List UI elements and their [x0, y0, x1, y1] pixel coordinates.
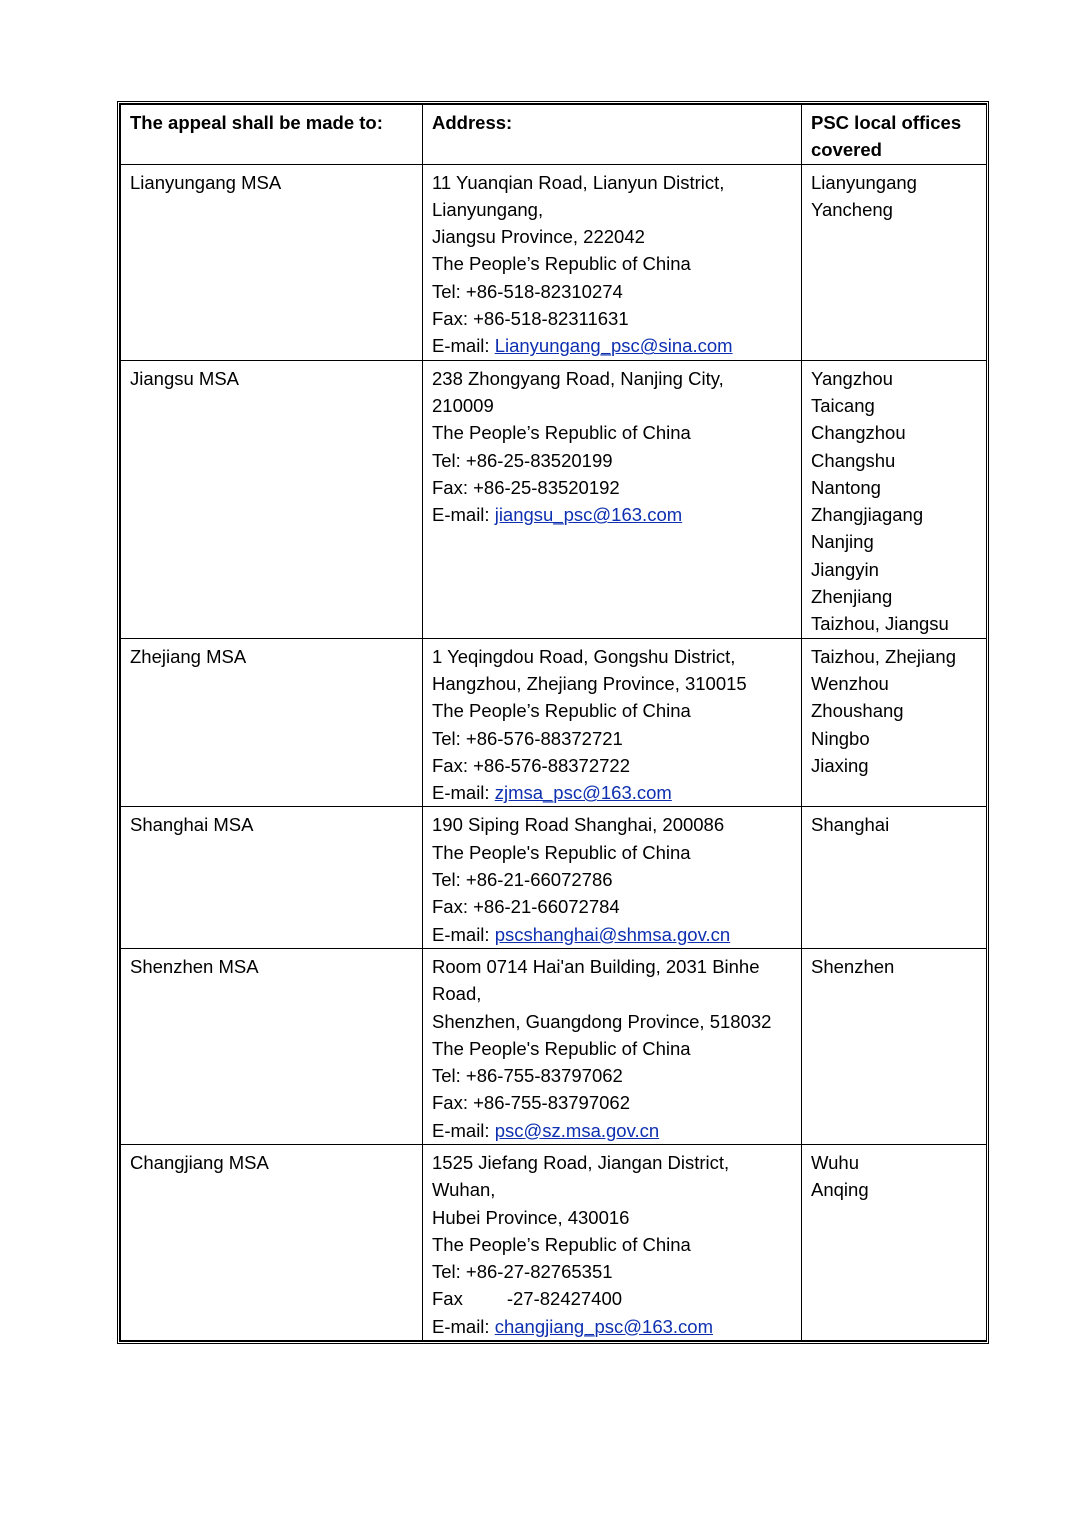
appeal-offices-table — [117, 101, 989, 1344]
covered-office: Wenzhou — [811, 672, 889, 694]
offices-covered — [802, 807, 987, 948]
email-link[interactable]: changjiang_psc@163.com — [494, 1315, 714, 1337]
office-name: Shenzhen MSA — [121, 948, 423, 1144]
office-address — [423, 164, 802, 360]
email-link[interactable]: psc@sz.msa.gov.cn — [494, 1119, 660, 1141]
address-line: Room 0714 Hai'an Building, 2031 Binhe — [432, 955, 760, 977]
address-line: The People's Republic of China — [432, 841, 691, 863]
covered-office: Yancheng — [811, 198, 893, 220]
email-line — [432, 1117, 793, 1144]
table-header-row — [121, 105, 987, 165]
email-line — [432, 779, 793, 806]
fax-line: Fax: +86-25-83520192 — [432, 476, 620, 498]
email-line — [432, 332, 793, 359]
header-offices-line1: PSC local offices — [811, 112, 962, 133]
covered-office: Changshu — [811, 449, 896, 471]
email-link[interactable]: pscshanghai@shmsa.gov.cn — [494, 923, 731, 945]
table-row — [121, 164, 987, 360]
tel-line: Tel: +86-576-88372721 — [432, 727, 623, 749]
address-line: Wuhan, — [432, 1179, 496, 1201]
office-address — [423, 807, 802, 948]
email-link[interactable]: zjmsa_psc@163.com — [494, 782, 672, 804]
address-line: 210009 — [432, 394, 494, 416]
email-label: E-mail: — [432, 923, 495, 945]
office-name: Zhejiang MSA — [121, 638, 423, 807]
email-link[interactable]: jiangsu_psc@163.com — [494, 504, 683, 526]
fax-line: Fax: +86-755-83797062 — [432, 1092, 630, 1114]
address-line: 238 Zhongyang Road, Nanjing City, — [432, 367, 724, 389]
table-row — [121, 807, 987, 948]
address-line: The People’s Republic of China — [432, 253, 691, 275]
header-offices-line2: covered — [811, 139, 882, 161]
office-address — [423, 638, 802, 807]
address-line: 190 Siping Road Shanghai, 200086 — [432, 814, 725, 836]
office-address — [423, 948, 802, 1144]
email-line — [432, 501, 793, 528]
offices-covered — [802, 638, 987, 807]
address-line: Hangzhou, Zhejiang Province, 310015 — [432, 672, 747, 694]
fax-line: Fax: +86-518-82311631 — [432, 308, 629, 330]
header-address: Address: — [423, 105, 802, 165]
office-address — [423, 1144, 802, 1340]
tel-line: Tel: +86-27-82765351 — [432, 1261, 613, 1283]
address-line: Jiangsu Province, 222042 — [432, 226, 645, 248]
covered-office: Zhenjiang — [811, 586, 893, 608]
address-line: The People’s Republic of China — [432, 1233, 691, 1255]
email-link[interactable]: Lianyungang_psc@sina.com — [494, 335, 733, 357]
covered-office: Wuhu — [811, 1151, 859, 1173]
address-line: Lianyungang, — [432, 198, 544, 220]
email-line — [432, 921, 793, 948]
covered-office: Changzhou — [811, 422, 906, 444]
address-line: 11 Yuanqian Road, Lianyun District, — [432, 171, 725, 193]
table-row — [121, 948, 987, 1144]
email-line — [432, 1313, 793, 1340]
address-line: Hubei Province, 430016 — [432, 1206, 630, 1228]
fax-line: Fax: +86-576-88372722 — [432, 754, 630, 776]
fax-number: -27-82427400 — [506, 1288, 623, 1310]
office-name: Changjiang MSA — [121, 1144, 423, 1340]
table-row — [121, 638, 987, 807]
table-row — [121, 1144, 987, 1340]
tel-line: Tel: +86-25-83520199 — [432, 449, 613, 471]
covered-office: Nanjing — [811, 531, 874, 553]
offices-covered — [802, 1144, 987, 1340]
covered-office: Taizhou, Jiangsu — [811, 613, 949, 635]
covered-office: Zhangjiagang — [811, 504, 924, 526]
address-line: Road, — [432, 983, 482, 1005]
email-label: E-mail: — [432, 782, 495, 804]
offices-covered — [802, 948, 987, 1144]
tel-line: Tel: +86-21-66072786 — [432, 869, 613, 891]
office-name: Shanghai MSA — [121, 807, 423, 948]
office-name: Jiangsu MSA — [121, 360, 423, 638]
covered-office: Shanghai — [811, 814, 890, 836]
covered-office: Ningbo — [811, 727, 870, 749]
covered-office: Yangzhou — [811, 367, 893, 389]
office-address — [423, 360, 802, 638]
address-line: The People’s Republic of China — [432, 422, 691, 444]
covered-office: Nantong — [811, 476, 881, 498]
address-line: 1 Yeqingdou Road, Gongshu District, — [432, 645, 736, 667]
tel-line: Tel: +86-755-83797062 — [432, 1065, 623, 1087]
email-label: E-mail: — [432, 335, 495, 357]
fax-line — [432, 1285, 793, 1312]
address-line: Shenzhen, Guangdong Province, 518032 — [432, 1010, 772, 1032]
covered-office: Jiaxing — [811, 754, 869, 776]
covered-office: Anqing — [811, 1179, 869, 1201]
covered-office: Shenzhen — [811, 955, 895, 977]
email-label: E-mail: — [432, 504, 495, 526]
email-label: E-mail: — [432, 1315, 495, 1337]
covered-office: Taizhou, Zhejiang — [811, 645, 957, 667]
address-line: The People’s Republic of China — [432, 700, 691, 722]
office-name: Lianyungang MSA — [121, 164, 423, 360]
covered-office: Zhoushang — [811, 700, 904, 722]
offices-covered — [802, 164, 987, 360]
address-line: 1525 Jiefang Road, Jiangan District, — [432, 1151, 730, 1173]
header-appeal: The appeal shall be made to: — [121, 105, 423, 165]
covered-office: Taicang — [811, 394, 875, 416]
email-label: E-mail: — [432, 1119, 495, 1141]
table-row — [121, 360, 987, 638]
offices-covered — [802, 360, 987, 638]
tel-line: Tel: +86-518-82310274 — [432, 280, 623, 302]
covered-office: Jiangyin — [811, 558, 879, 580]
covered-office: Lianyungang — [811, 171, 917, 193]
fax-label: Fax — [432, 1288, 463, 1310]
header-offices-covered — [802, 105, 987, 165]
address-line: The People's Republic of China — [432, 1037, 691, 1059]
fax-line: Fax: +86-21-66072784 — [432, 896, 620, 918]
